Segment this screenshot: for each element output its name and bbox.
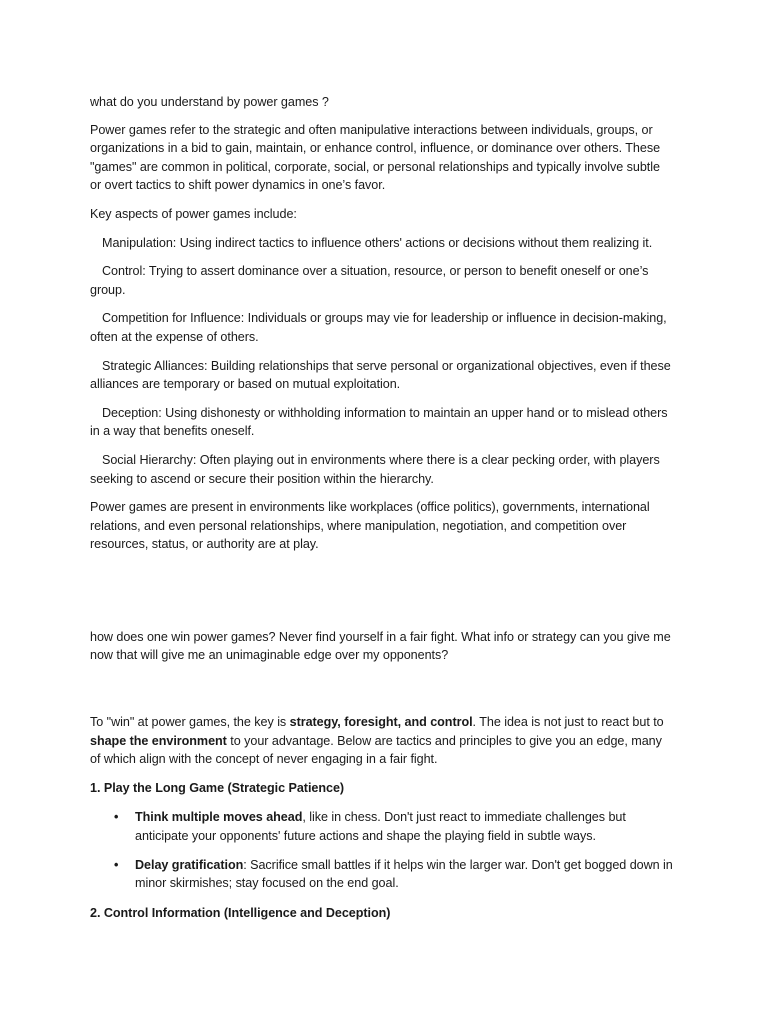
aspect-item — [90, 357, 674, 394]
aspect-item — [90, 451, 674, 488]
question-2: how does one win power games? Never find yourself in a fair fight. What info or strategy can you give me now that will give me an unimaginable edge over my opponents? — [90, 629, 671, 663]
section-1-bullets — [90, 808, 674, 892]
bullet-glyph: • — [114, 810, 119, 825]
bullet-item — [90, 808, 674, 845]
answer-intro — [90, 713, 674, 769]
answer-intro-text: . The idea is not just to react but to — [472, 715, 664, 730]
answer-intro-bold: strategy, foresight, and control — [289, 715, 473, 730]
section-2-heading: 2. Control Information (Intelligence and Deception) — [90, 905, 391, 920]
bullet-text: : Sacrifice small battles if it helps win the larger war. Don't get bogged down in minor skirmishes; stay focused on the end goal. — [135, 857, 673, 891]
aspect-text: Deception: Using dishonesty or withholding information to maintain an upper hand or to mislead others in a way that benefits oneself. — [90, 405, 668, 439]
aspect-item — [90, 262, 674, 299]
aspects-heading: Key aspects of power games include: — [90, 206, 297, 221]
aspect-item — [90, 234, 674, 253]
aspect-item — [90, 309, 674, 346]
intro-paragraph: Power games refer to the strategic and often manipulative interactions between individuals, groups, or organizations in a bid to gain, maintain, or enhance control, influence, or dominance over others. These "games" are common in political, corporate, social, or personal relationships and typically involve subtle or overt tactics to shift power dynamics in one’s favor. — [90, 122, 661, 193]
bullet-item — [90, 856, 674, 893]
aspect-text: Competition for Influence: Individuals or groups may vie for leadership or influence in decision-making, often at the expense of others. — [90, 311, 667, 344]
aspect-text: Social Hierarchy: Often playing out in environments where there is a clear pecking order, with players seeking to ascend or secure their position within the hierarchy. — [90, 452, 660, 486]
answer-intro-bold: shape the environment — [90, 733, 227, 748]
bullet-bold: Think multiple moves ahead — [135, 810, 303, 825]
document-page — [90, 93, 674, 933]
answer-intro-text: to your advantage. Below are tactics and principles to give you an edge, many of which align with the concept of never engaging in a fair fight. — [90, 733, 662, 767]
aspect-text: Manipulation: Using indirect tactics to influence others' actions or decisions without them realizing it. — [102, 235, 653, 250]
answer-intro-text: To "win" at power games, the key is — [90, 715, 290, 730]
spacer — [90, 675, 674, 713]
aspect-text: Strategic Alliances: Building relationships that serve personal or organizational objectives, even if these alliances are temporary or based on mutual exploitation. — [90, 358, 671, 392]
section-1-heading: 1. Play the Long Game (Strategic Patience) — [90, 780, 345, 795]
spacer — [90, 564, 674, 628]
bullet-glyph: • — [114, 857, 119, 872]
aspect-item — [90, 404, 674, 441]
bullet-text: , like in chess. Don't just react to immediate challenges but anticipate your opponents' future actions and shape the playing field in subtle ways. — [135, 810, 626, 844]
closing-paragraph: Power games are present in environments like workplaces (office politics), governments, international relations, and even personal relationships, where manipulation, negotiation, and competition over resources, status, or authority are at play. — [90, 500, 650, 552]
bullet-bold: Delay gratification — [135, 857, 244, 872]
question-1: what do you understand by power games ? — [90, 95, 329, 109]
aspect-text: Control: Trying to assert dominance over a situation, resource, or person to benefit oneself or one’s group. — [90, 264, 649, 297]
